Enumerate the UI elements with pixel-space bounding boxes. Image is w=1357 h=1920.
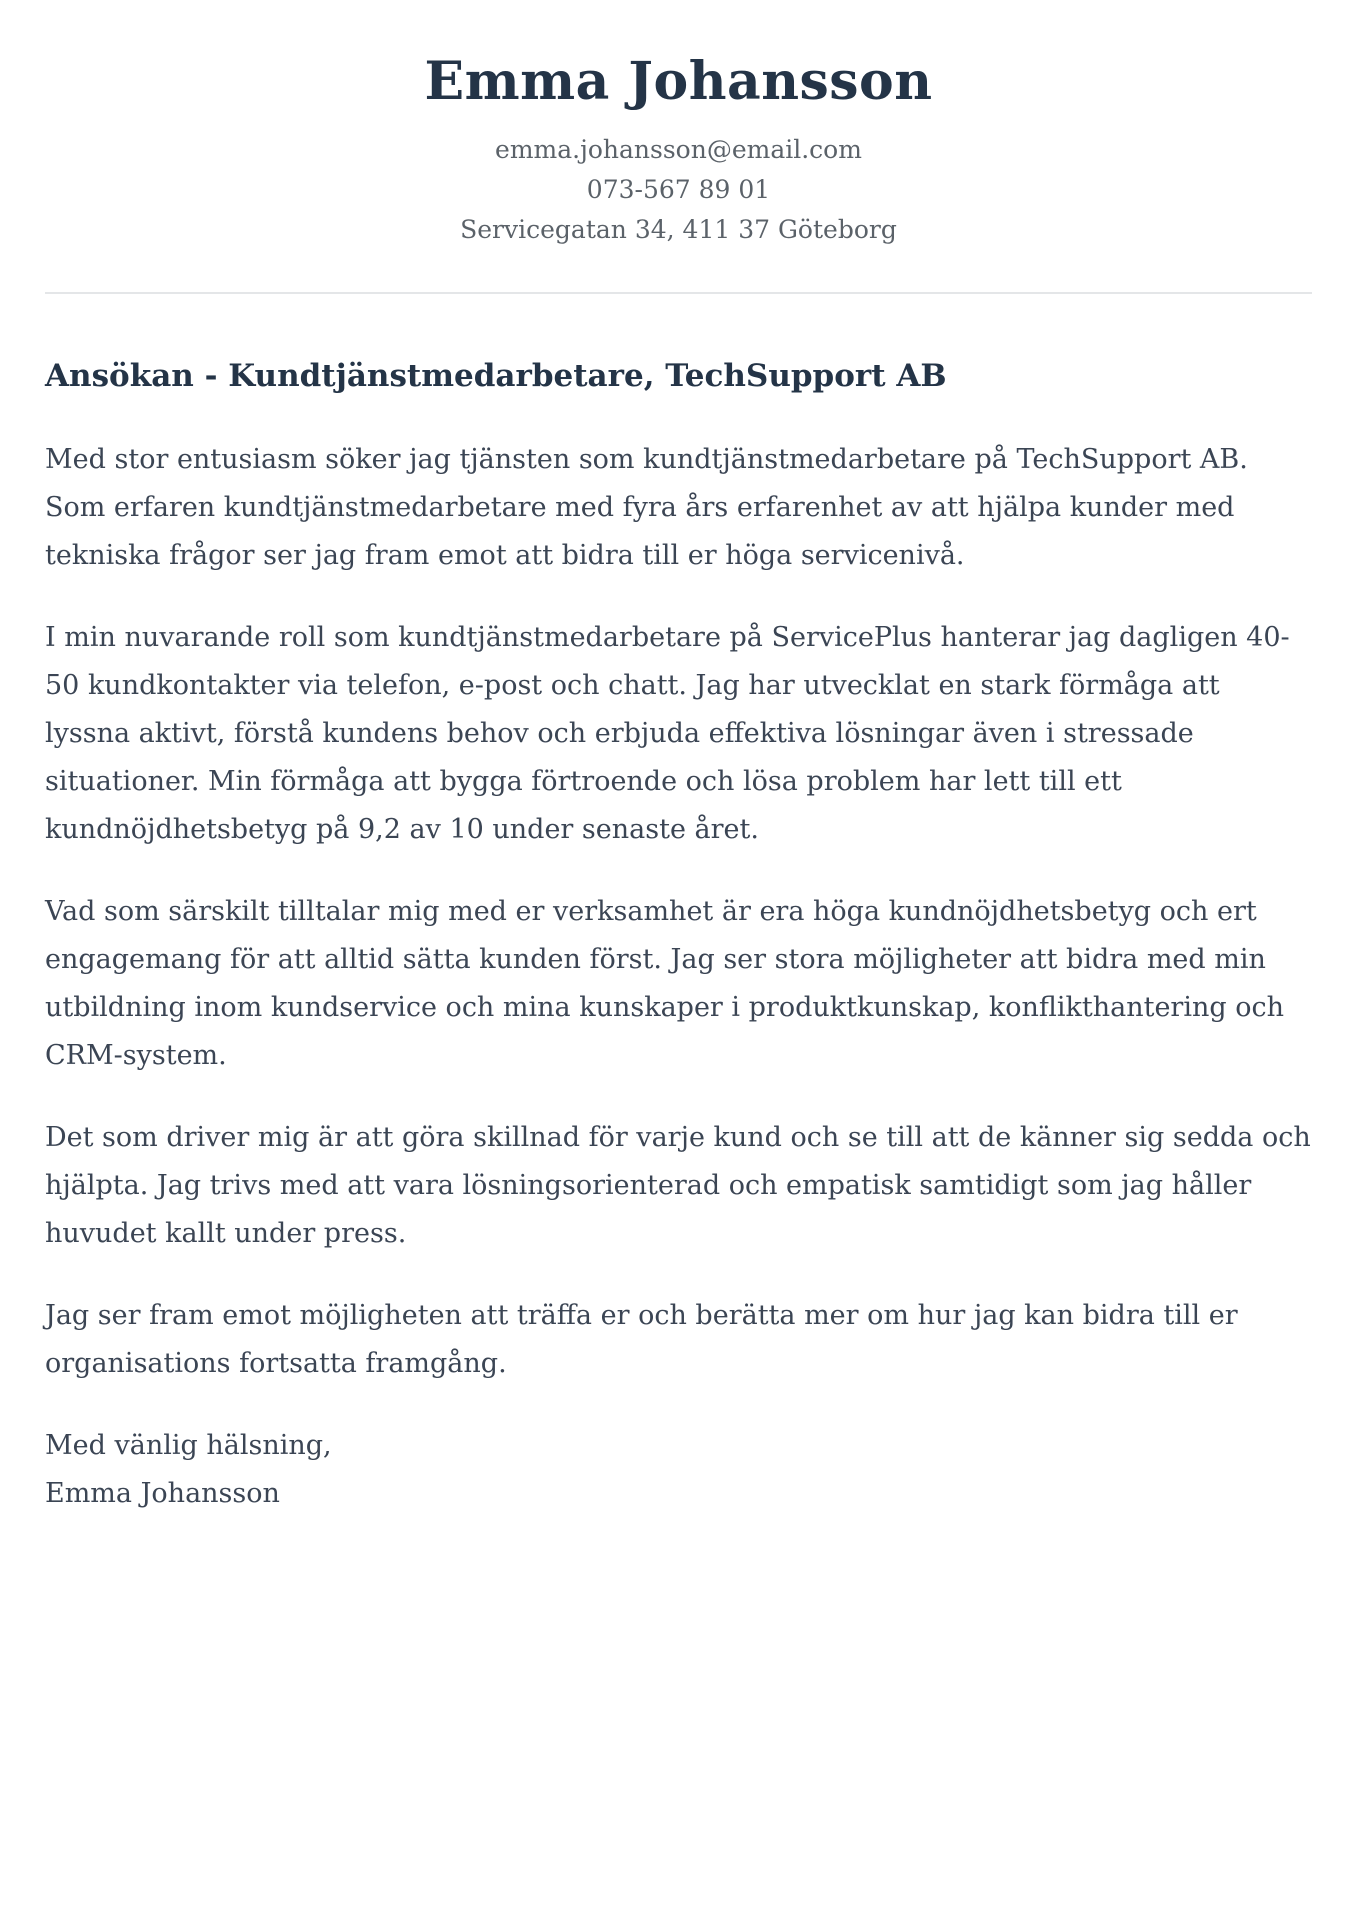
letter-paragraph-2: I min nuvarande roll som kundtjänstmedarbetare på ServicePlus hanterar jag dagligen 40-50 kundkontakter via telefon, e-post och chatt. Jag har utvecklat en stark förmåga att lyssna aktivt, förstå kundens behov och erbjuda effektiva lösningar även i stressade situationer. Min förmåga att bygga förtroende och lösa problem har lett till ett kundnöjdhetsbetyg på 9,2 av 10 under senaste året. — [45, 622, 1290, 846]
applicant-phone: 073-567 89 01 — [586, 174, 771, 204]
applicant-name: Emma Johansson — [424, 51, 933, 112]
letter-paragraph-1: Med stor entusiasm söker jag tjänsten som kundtjänstmedarbetare på TechSupport AB. Som erfaren kundtjänstmedarbetare med fyra års erfarenhet av att hjälpa kunder med tekniska frågor ser jag fram emot att bidra till er höga servicenivå. — [45, 444, 1248, 572]
closing-signature: Emma Johansson — [45, 1478, 280, 1510]
applicant-email: emma.johansson@email.com — [495, 134, 862, 164]
closing-salutation: Med vänlig hälsning, — [45, 1430, 332, 1462]
letter-closing — [45, 1422, 1312, 1518]
letter-paragraph-3: Vad som särskilt tilltalar mig med er verksamhet är era höga kundnöjdhetsbetyg och ert engagemang för att alltid sätta kunden först. Jag ser stora möjligheter att bidra med min utbildning inom kundservice och mina kunskaper i produktkunskap, konflikthantering och CRM-system. — [45, 896, 1284, 1072]
letter-header — [45, 52, 1312, 250]
header-divider — [45, 292, 1312, 294]
letter-paragraph-5: Jag ser fram emot möjligheten att träffa er och berätta mer om hur jag kan bidra till er organisations fortsatta framgång. — [45, 1300, 1238, 1380]
letter-body — [45, 356, 1312, 1518]
applicant-address: Servicegatan 34, 411 37 Göteborg — [460, 214, 897, 244]
letter-paragraph-4: Det som driver mig är att göra skillnad för varje kund och se till att de känner sig sedda och hjälpta. Jag trivs med att vara lösningsorienterad och empatisk samtidigt som jag håller huvudet kallt under press. — [45, 1122, 1311, 1250]
letter-subject: Ansökan - Kundtjänstmedarbetare, TechSupport AB — [45, 357, 947, 394]
